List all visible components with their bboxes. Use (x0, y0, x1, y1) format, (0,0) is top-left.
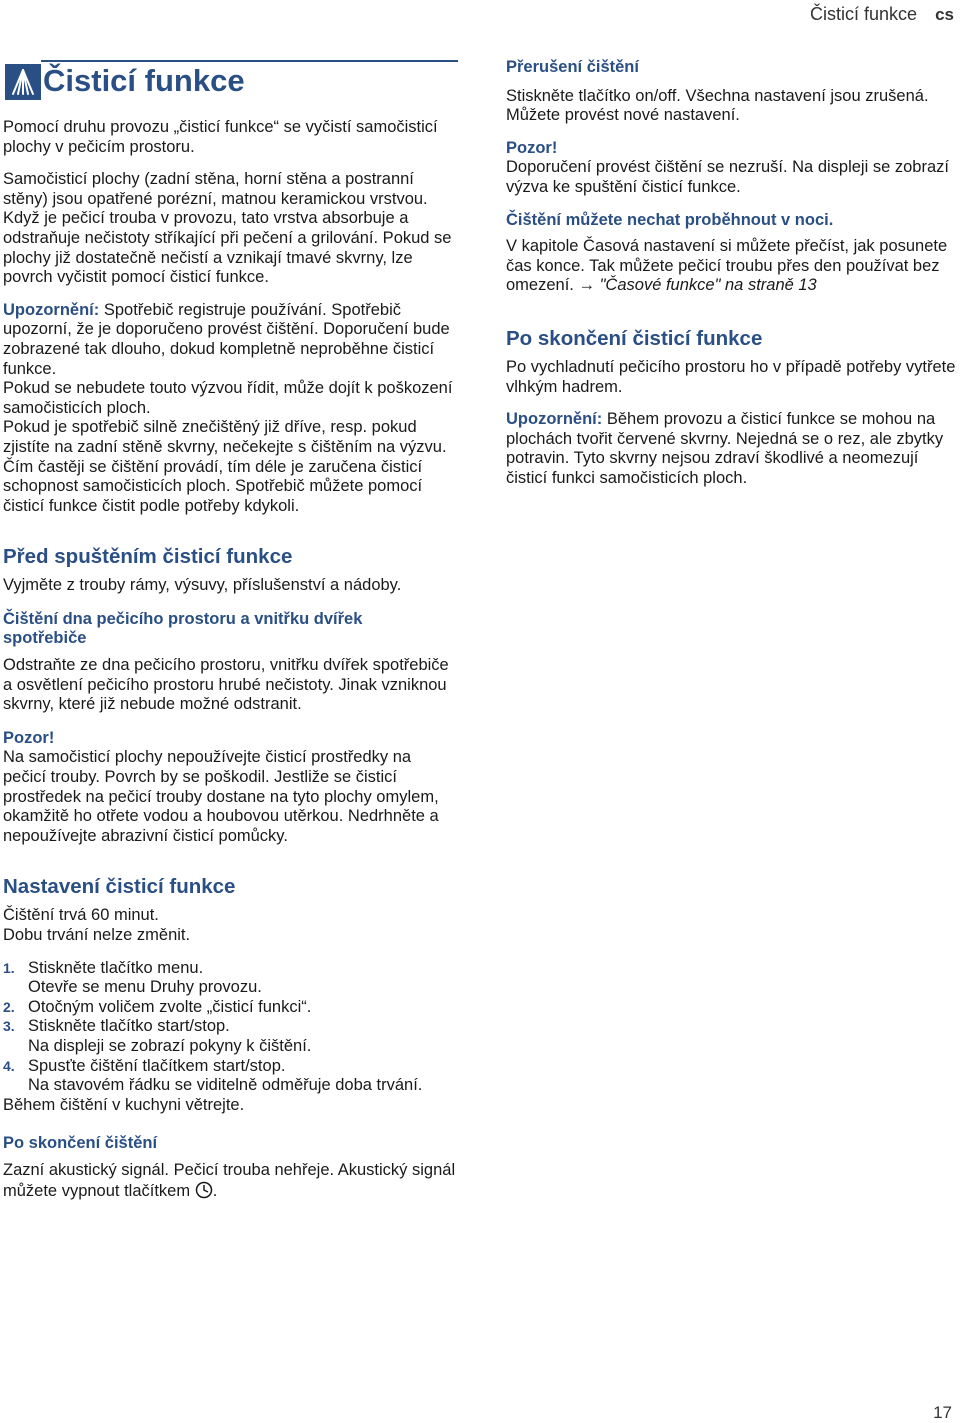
after-function-heading: Po skončení čisticí funkce (506, 326, 763, 350)
interrupt-warning-text: Doporučení provést čištění se nezruší. Na displeji se zobrazí výzva ke spuštění čisticí funkce. (506, 158, 949, 196)
title-row (41, 60, 458, 118)
clock-icon (195, 1181, 213, 1205)
cleaning-bottom-heading: Čištění dna pečicího prostoru a vnitřku dvířek spotřebiče (3, 609, 363, 648)
cleaning-function-icon (5, 64, 41, 100)
running-header (810, 4, 954, 25)
notice-paragraph-2: Pokud se nebudete touto výzvou řídit, může dojít k poškození samočisticích ploch. (3, 379, 453, 417)
interrupt-heading: Přerušení čištění (506, 58, 639, 76)
duration-line: Čištění trvá 60 minut. (3, 906, 159, 925)
setup-steps (3, 959, 458, 1096)
before-heading: Před spuštěním čisticí funkce (3, 545, 293, 569)
step-item: 3. Stiskněte tlačítko start/stop. Na displeji se zobrazí pokyny k čištění. (3, 1017, 312, 1055)
notice-paragraph-3: Pokud je spotřebič silně znečištěný již dříve, resp. pokud zjistíte na zadní stěně skvrny, nečekejte s čištěním na výzvu. Čím častěji se čištění provádí, tím déle je zaručena čisticí schopnost samočisticích ploch. Spotřebič můžete pomocí čisticí funkce čistit podle potřeby kdykoli. (3, 418, 447, 515)
after-function-notice: Upozornění: Během provozu a čisticí funkce se mohou na plochách tvořit červené skvrny. Nejedná se o rez, ale zbytky potravin. Tyto skvrny nejsou zdraví škodlivé a neomezují čisticí funkci samočisticích ploch. (506, 410, 944, 487)
notice-text: Spotřebič registruje používání. Spotřebič upozorní, že je doporučeno provést čištění. Doporučení bude zobrazené tak dlouho, dokud kompletně neproběhne čisticí funkce. (3, 300, 450, 378)
before-text: Vyjměte z trouby rámy, výsuvy, příslušenství a nádoby. (3, 576, 402, 595)
running-header-section: Čisticí funkce (810, 4, 918, 24)
step-item: 1. Stiskněte tlačítko menu. Otevře se menu Druhy provozu. (3, 958, 262, 997)
interrupt-text: Stiskněte tlačítko on/off. Všechna nastavení jsou zrušená. Můžete provést nové nastavení. (506, 86, 929, 125)
night-heading: Čištění můžete nechat proběhnout v noci. (506, 210, 834, 229)
warning-text: Na samočisticí plochy nepoužívejte čisticí prostředky na pečicí trouby. Povrch by se poškodil. Jestliže se čisticí prostředek na pečicí trouby dostane na tyto plochy omylem, okamžitě ho otřete vodou a houbovou utěrkou. Nedrhněte a nepoužívejte abrazivní čisticí pomůcky. (3, 748, 439, 845)
page-title: Čisticí funkce (43, 63, 245, 98)
step-item: 2. Otočným voličem zvolte „čisticí funkci“. (3, 997, 312, 1016)
notice-label: Upozornění: (506, 410, 603, 429)
after-cleaning-heading: Po skončení čištění (3, 1134, 158, 1153)
setup-heading: Nastavení čisticí funkce (3, 875, 236, 899)
left-column (3, 60, 458, 1204)
right-column (506, 58, 956, 489)
intro-paragraph: Pomocí druhu provozu „čisticí funkce“ se vyčistí samočisticí plochy v pečicím prostoru. (3, 118, 438, 156)
duration-note: Dobu trvání nelze změnit. (3, 926, 191, 944)
running-header-language: cs (935, 5, 954, 24)
interrupt-warning-label: Pozor! (506, 138, 558, 157)
notice-paragraph (3, 301, 458, 379)
surfaces-paragraph: Samočisticí plochy (zadní stěna, horní stěna a postranní stěny) jsou opatřené porézní, matnou keramickou vrstvou. Když je pečicí trouba v provozu, tato vrstva absorbuje a odstraňuje nečistoty stříkající při pečení a grilování. Pokud se plochy již dostatečně nečistí a vznikají tmavé skvrny, lze povrch vyčistit pomocí čisticí funkce. (3, 170, 452, 287)
after-function-text: Po vychladnutí pečicího prostoru ho v případě potřeby vytřete vlhkým hadrem. (506, 357, 956, 396)
warning-label: Pozor! (3, 728, 55, 747)
step-item: 4. Spusťte čištění tlačítkem start/stop. Na stavovém řádku se viditelně odměřuje doba trvání. (3, 1056, 423, 1095)
night-text: V kapitole Časová nastavení si můžete přečíst, jak posunete čas konce. Tak můžete pečicí troubu přes den používat bez omezení. → "Časové funkce" na straně 13 (506, 237, 948, 295)
cleaning-bottom-text: Odstraňte ze dna pečicího prostoru, vnitřku dvířek spotřebiče a osvětlení pečicího prostoru hrubé nečistoty. Jinak vzniknou skvrny, které již nebude možné odstranit. (3, 656, 449, 714)
page-number: 17 (933, 1403, 952, 1422)
arrow-icon: → (578, 276, 595, 295)
after-cleaning-text: Zazní akustický signál. Pečicí trouba nehřeje. Akustický signál můžete vypnout tlačítkem . (3, 1161, 458, 1204)
ventilate-note: Během čištění v kuchyni větrejte. (3, 1095, 245, 1114)
notice-label: Upozornění: (3, 300, 100, 319)
cross-reference[interactable]: "Časové funkce" na straně 13 (599, 276, 817, 295)
